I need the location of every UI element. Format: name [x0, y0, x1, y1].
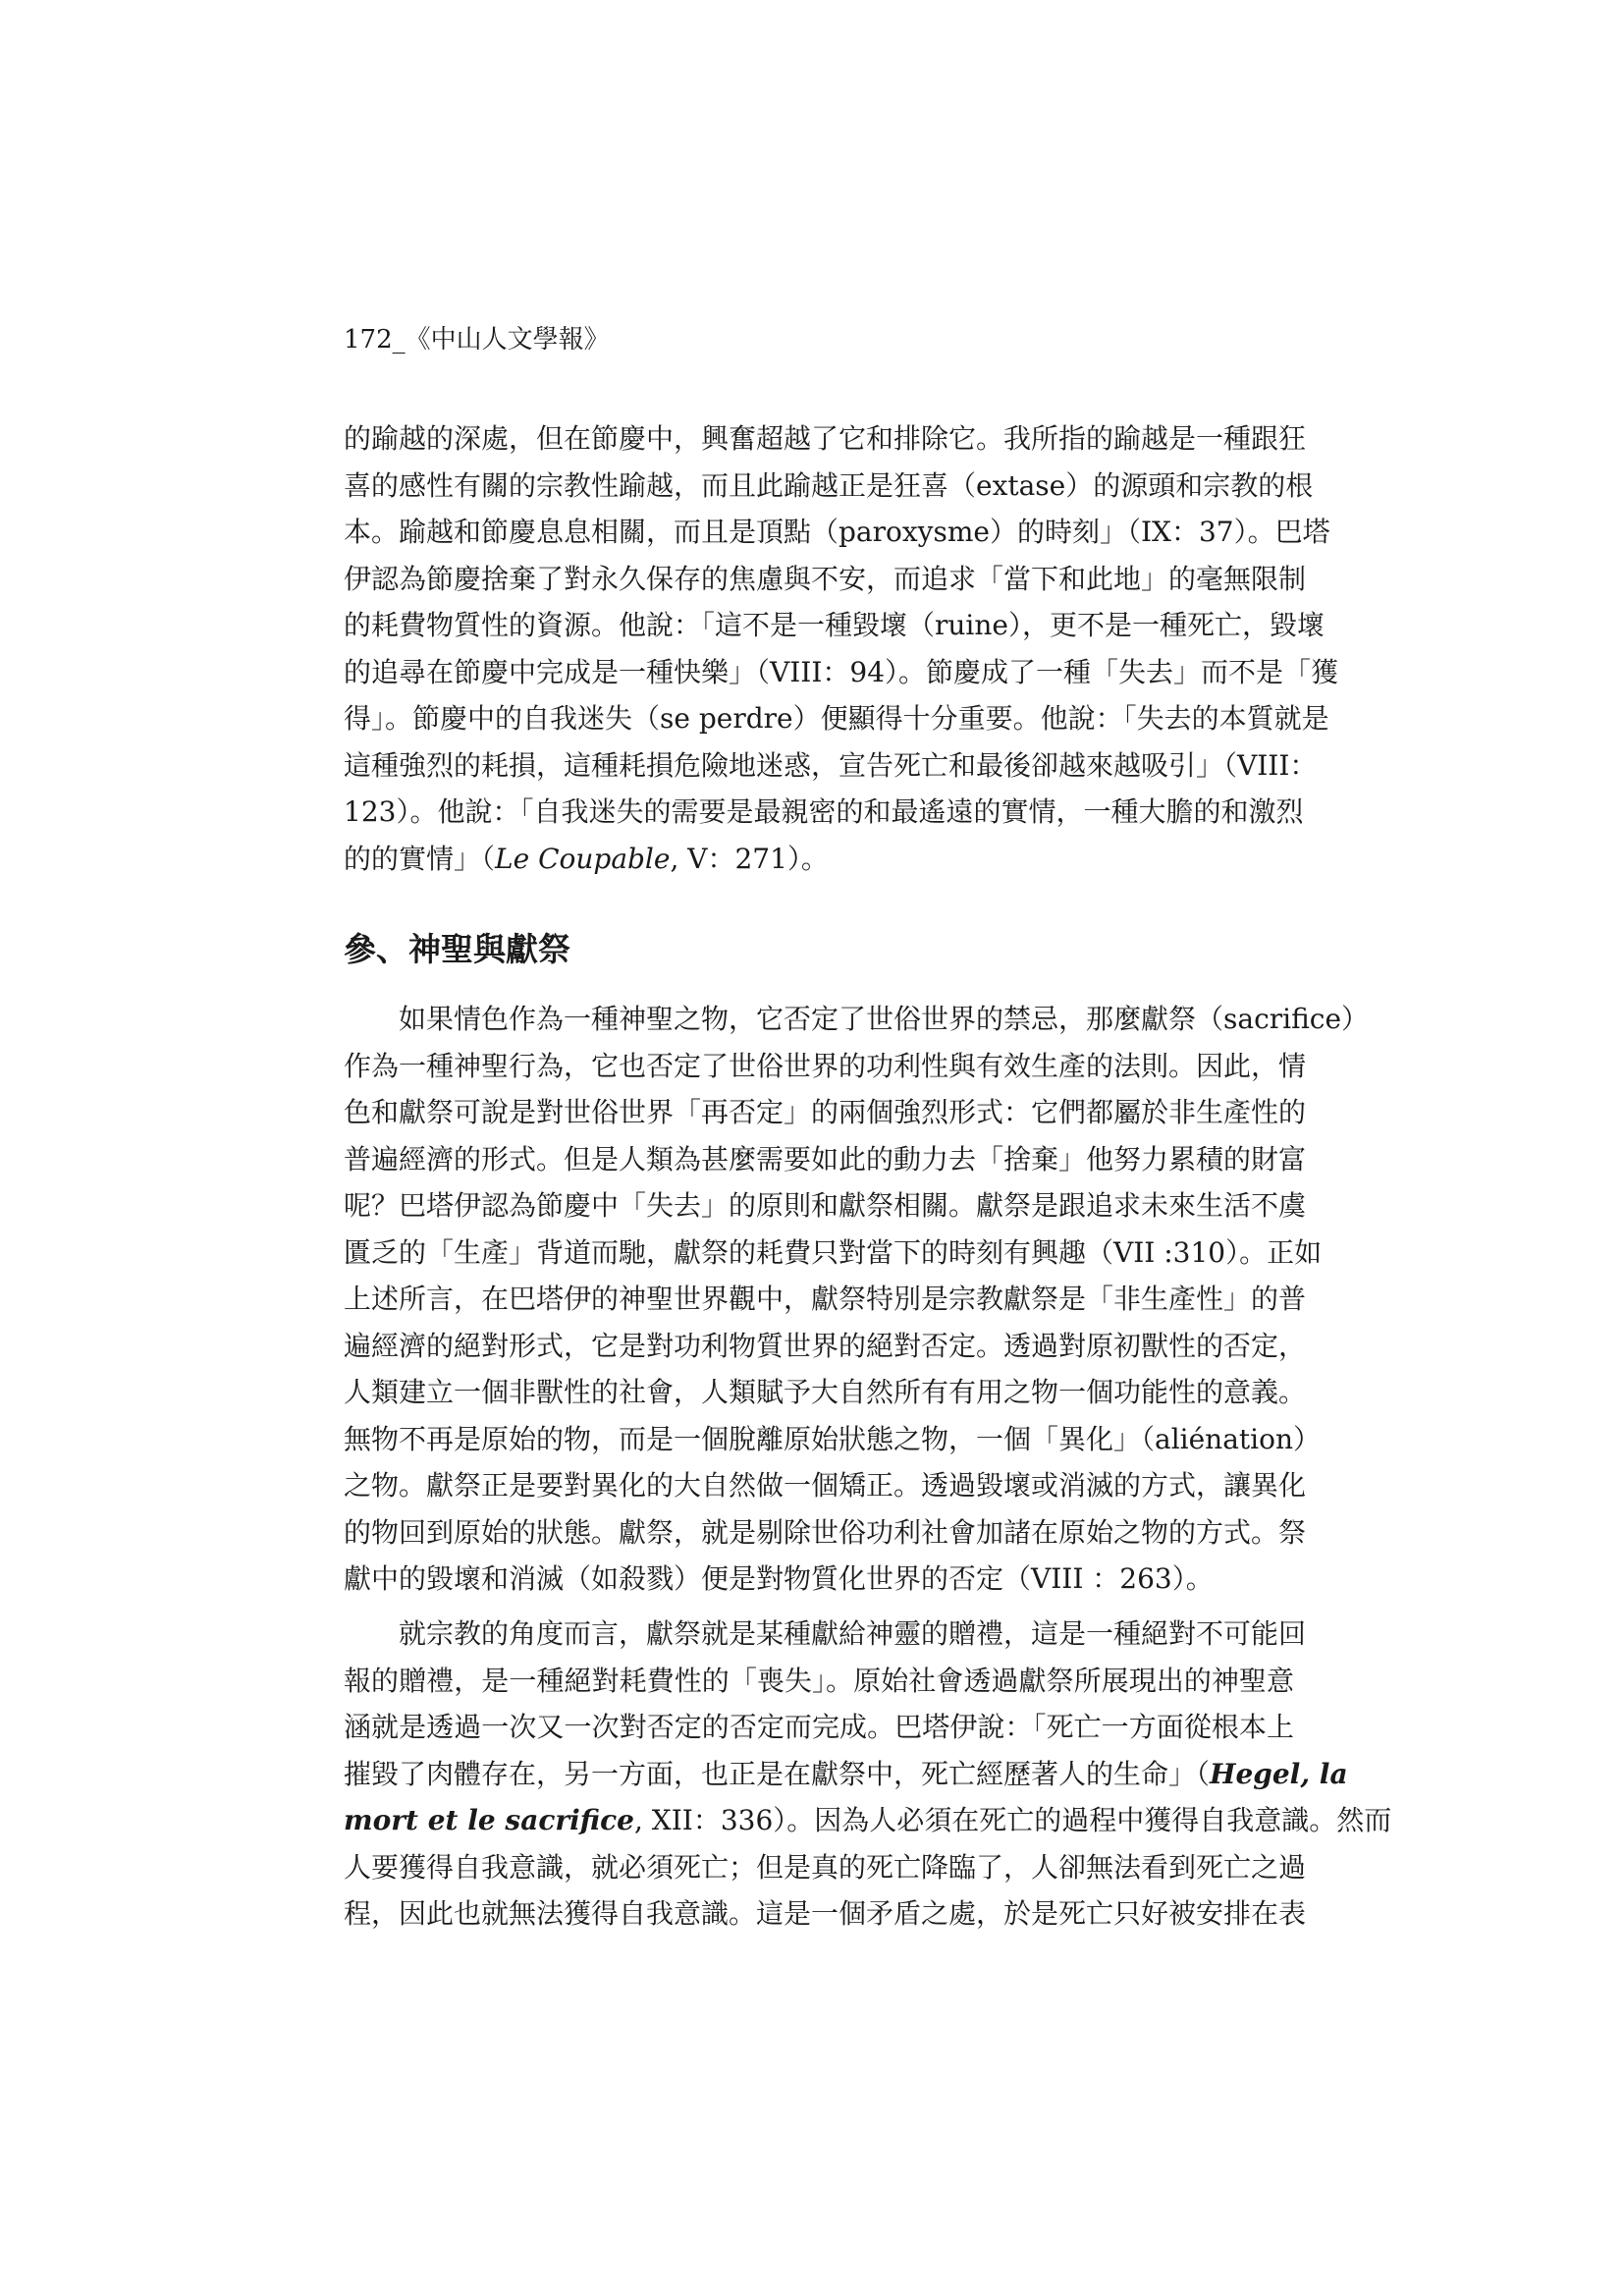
- text-segment: , XII：336）。因為人必須在死亡的過程中獲得自我意識。然而: [634, 1804, 1392, 1836]
- text-line: 無物不再是原始的物，而是一個脫離原始狀態之物，一個「異化」（aliénation）: [344, 1422, 1322, 1455]
- text-line: 本。踰越和節慶息息相關，而且是頂點（paroxysme）的時刻」（IX：37）。巴塔: [344, 516, 1330, 548]
- text-line: 涵就是透過一次又一次對否定的否定而完成。巴塔伊說：「死亡一方面從根本上: [344, 1711, 1294, 1743]
- text-segment: , V：271）。: [670, 842, 829, 875]
- text-line: 報的贈禮，是一種絕對耗費性的「喪失」。原始社會透過獻祭所展現出的神聖意: [344, 1664, 1294, 1697]
- text-line: 的追尋在節慶中完成是一種快樂」（VIII：94）。節慶成了一種「失去」而不是「獲: [344, 655, 1339, 688]
- book-title: mort et le sacrifice: [344, 1804, 634, 1836]
- text-line: 程，因此也就無法獲得自我意識。這是一個矛盾之處，於是死亡只好被安排在表: [344, 1897, 1307, 1930]
- text-line: 色和獻祭可說是對世俗世界「再否定」的兩個強烈形式：它們都屬於非生產性的: [344, 1096, 1307, 1128]
- text-line: 的踰越的深處，但在節慶中，興奮超越了它和排除它。我所指的踰越是一種跟狂: [344, 422, 1307, 455]
- text-line: 匱乏的「生產」背道而馳，獻祭的耗費只對當下的時刻有興趣（VII :310）。正如: [344, 1235, 1323, 1269]
- text-line: 這種強烈的耗損，這種耗損危險地迷惑，宣告死亡和最後卻越來越吸引」（VIII：: [344, 748, 1318, 782]
- text-line: 的耗費物質性的資源。他說：「這不是一種毀壞（ruine），更不是一種死亡，毀壞: [344, 609, 1325, 641]
- text-line: 上述所言，在巴塔伊的神聖世界觀中，獻祭特別是宗教獻祭是「非生產性」的普: [344, 1283, 1307, 1315]
- running-head: 172_《中山人文學報》: [344, 325, 610, 355]
- text-line: 遍經濟的絕對形式，它是對功利物質世界的絕對否定。透過對原初獸性的否定，: [344, 1329, 1307, 1362]
- text-line: 作為一種神聖行為，它也否定了世俗世界的功利性與有效生產的法則。因此，情: [344, 1049, 1307, 1082]
- text-line: 伊認為節慶捨棄了對永久保存的焦慮與不安，而追求「當下和此地」的毫無限制: [344, 562, 1307, 595]
- text-line: 人類建立一個非獸性的社會，人類賦予大自然所有有用之物一個功能性的意義。: [344, 1376, 1307, 1408]
- text-line: 就宗教的角度而言，獻祭就是某種獻給神靈的贈禮，這是一種絕對不可能回: [399, 1617, 1307, 1650]
- text-line: 獻中的毀壞和消滅（如殺戮）便是對物質化世界的否定（VIII ：263）。: [344, 1562, 1214, 1595]
- paragraph-religion: [344, 1611, 1392, 1938]
- text-line: [344, 1751, 1348, 1798]
- text-line: [344, 836, 1294, 883]
- text-line: [344, 1797, 1392, 1844]
- text-line: 的物回到原始的狀態。獻祭，就是剔除世俗功利社會加諸在原始之物的方式。祭: [344, 1515, 1307, 1549]
- book-title: Le Coupable: [495, 842, 671, 875]
- text-line: 呢？巴塔伊認為節慶中「失去」的原則和獻祭相關。獻祭是跟追求未來生活不虞: [344, 1189, 1307, 1222]
- paragraph-continued: [344, 415, 1339, 882]
- paragraph-sacrifice: [344, 996, 1370, 1603]
- text-segment: 的的實情」（: [344, 842, 496, 875]
- text-line: 之物。獻祭正是要對異化的大自然做一個矯正。透過毀壞或消滅的方式，讓異化: [344, 1469, 1307, 1502]
- text-line: 得」。節慶中的自我迷失（se perdre）便顯得十分重要。他說：「失去的本質就是: [344, 702, 1329, 735]
- text-line: 人要獲得自我意識，就必須死亡；但是真的死亡降臨了，人卻無法看到死亡之過: [344, 1850, 1307, 1884]
- text-segment: 摧毀了肉體存在，另一方面，也正是在獻祭中，死亡經歷著人的生命」（: [344, 1757, 1211, 1790]
- book-title: Hegel, la: [1210, 1757, 1348, 1790]
- text-line: 如果情色作為一種神聖之物，它否定了世俗世界的禁忌，那麼獻祭（sacrifice）: [399, 1003, 1370, 1035]
- section-heading: 參、神聖與獻祭: [344, 930, 570, 968]
- text-line: 普遍經濟的形式。但是人類為甚麼需要如此的動力去「捨棄」他努力累積的財富: [344, 1142, 1307, 1175]
- text-line: 123）。他說：「自我迷失的需要是最親密的和最遙遠的實情，一種大膽的和激烈: [344, 795, 1304, 828]
- text-line: 喜的感性有關的宗教性踰越，而且此踰越正是狂喜（extase）的源頭和宗教的根: [344, 468, 1314, 502]
